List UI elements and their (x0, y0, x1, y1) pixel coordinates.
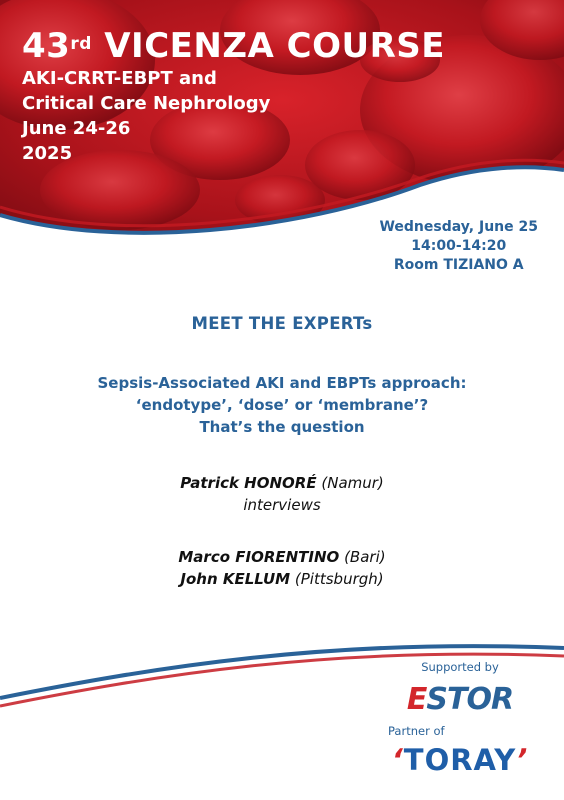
toray-logo (380, 744, 540, 776)
course-title-block (22, 26, 445, 166)
talk-title-line-2: ‘endotype’, ‘dose’ or ‘membrane’? (135, 396, 429, 414)
estor-logo-e: E (406, 682, 427, 717)
session-time: 14:00-14:20 (411, 238, 507, 254)
estor-logo-rest: STOR (426, 682, 514, 717)
talk-title-line-3: That’s the question (199, 418, 365, 436)
talk-title-line-1: Sepsis-Associated AKI and EBPTs approach: (97, 374, 467, 392)
partner-of-label: Partner of (388, 724, 445, 738)
subtitle-line-2: Critical Care Nephrology (22, 93, 271, 114)
interviewer-name: Patrick HONORÉ (180, 474, 317, 492)
supported-by-label: Supported by (421, 660, 499, 674)
experts-block (0, 546, 564, 590)
session-day: Wednesday, June 25 (379, 219, 538, 235)
course-ordinal: rd (70, 34, 92, 54)
course-name: VICENZA COURSE (104, 26, 445, 66)
interviewer-block (0, 472, 564, 516)
estor-logo (380, 684, 540, 716)
course-title (22, 26, 445, 66)
subtitle-line-1: AKI-CRRT-EBPT and (22, 68, 217, 89)
talk-title (0, 372, 564, 438)
toray-close-mark: ’ (516, 743, 529, 777)
session-info (379, 218, 538, 275)
sponsors-block (380, 660, 540, 776)
expert-1-city: (Bari) (344, 548, 386, 566)
interviewer-city: (Namur) (321, 474, 384, 492)
course-dates: June 24-26 (22, 118, 131, 139)
course-year: 2025 (22, 143, 73, 164)
session-room: Room TIZIANO A (393, 257, 524, 273)
course-number: 43 (22, 26, 71, 66)
toray-open-mark: ‘ (391, 743, 404, 777)
expert-1-name: Marco FIORENTINO (178, 548, 340, 566)
interviews-label: interviews (243, 496, 321, 514)
toray-wordmark: TORAY (403, 743, 517, 777)
expert-2-name: John KELLUM (180, 570, 291, 588)
event-type: MEET THE EXPERTs (191, 314, 373, 333)
expert-2-city: (Pittsburgh) (294, 570, 384, 588)
